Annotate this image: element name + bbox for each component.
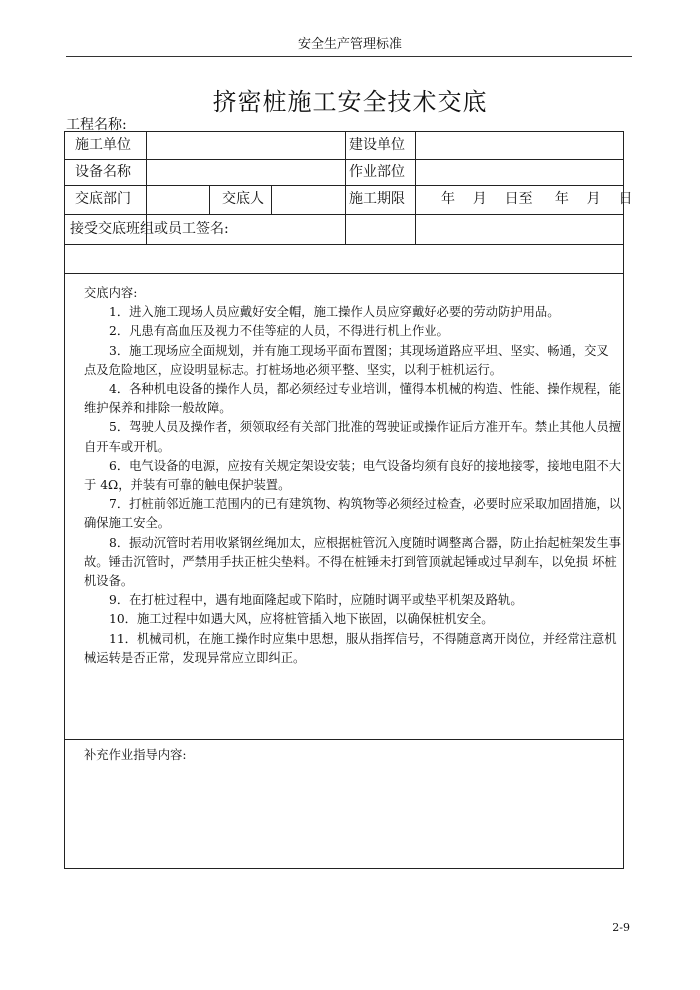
content-item-4: 4．各种机电设备的操作人员，都必须经过专业培训，懂得本机械的构造、性能、操作规程，能维护保养和排除一般故障。 [84, 382, 621, 416]
content-item-8: 8．振动沉管时若用收紧钢丝绳加太，应根据桩管沉入度随时调整离合器，防止抬起桩架发生事故。锤击沉管时，严禁用手扶正桩尖垫料。不得在桩锤未打到管顶就起锤或过早刹车，以免损 坏桩机设备。 [84, 535, 621, 589]
row-divider [65, 739, 623, 740]
construction-period-label: 施工期限 [349, 191, 405, 207]
row-divider [65, 185, 623, 186]
construction-unit-label: 施工单位 [75, 137, 131, 153]
content-item-11: 11．机械司机，在施工操作时应集中思想，服从指挥信号，不得随意离开岗位，并经常注意机械运转是否正常，发现异常应立即纠正。 [84, 631, 617, 665]
equipment-name-label: 设备名称 [75, 164, 131, 180]
row-divider [65, 244, 623, 245]
content-item-5: 5．驾驶人员及操作者，须领取经有关部门批准的驾驶证或操作证后方准开车。禁止其他人员擅自开车或开机。 [84, 420, 621, 454]
row-divider [65, 159, 623, 160]
col-divider [209, 185, 210, 214]
construction-period-value: 年 月 日至 年 月 日 [441, 191, 633, 207]
content-item-7: 7．打桩前邻近施工范围内的已有建筑物、构筑物等必须经过检查，必要时应采取加固措施，以确保施工安全。 [84, 497, 621, 531]
content-item-2: 2．凡患有高血压及视力不佳等症的人员，不得进行机上作业。 [109, 324, 449, 339]
content-item-10: 10．施工过程中如遇大风，应将桩管插入地下嵌固，以确保桩机安全。 [109, 612, 494, 627]
running-header: 安全生产管理标准 [297, 37, 402, 52]
content-item-6: 6．电气设备的电源，应按有关规定架设安装；电气设备均须有良好的接地接零，接地电阻不大于 4Ω，并装有可靠的触电保护装置。 [84, 458, 621, 493]
content-item-1: 1．进入施工现场人员应戴好安全帽，施工操作人员应穿戴好必要的劳动防护用品。 [109, 305, 560, 320]
work-location-label: 作业部位 [349, 164, 405, 180]
page-number: 2-9 [612, 921, 630, 934]
document-title: 挤密桩施工安全技术交底 [212, 88, 488, 116]
row-divider [65, 214, 623, 215]
header-rule [66, 56, 632, 57]
content-item-9: 9．在打桩过程中，遇有地面隆起或下陷时，应随时调平或垫平机架及路轨。 [109, 593, 523, 608]
col-divider [415, 132, 416, 244]
handover-person-label: 交底人 [222, 191, 264, 207]
supplement-label: 补充作业指导内容: [84, 748, 187, 762]
handover-dept-label: 交底部门 [75, 191, 131, 207]
signature-label: 接受交底班组或员工签名: [70, 221, 229, 237]
building-unit-label: 建设单位 [349, 137, 405, 153]
content-item-3: 3．施工现场应全面规划，并有施工现场平面布置图；其现场道路应平坦、坚实、畅通，交叉 点及危险地区，应设明显标志。打桩场地必须平整、坚实，以利于桩机运行。 [84, 343, 609, 377]
col-divider [345, 132, 346, 244]
content-heading: 交底内容: [84, 286, 138, 300]
handover-content [84, 284, 624, 668]
row-divider [65, 273, 623, 274]
project-name-label: 工程名称: [66, 117, 127, 133]
col-divider [271, 185, 272, 214]
